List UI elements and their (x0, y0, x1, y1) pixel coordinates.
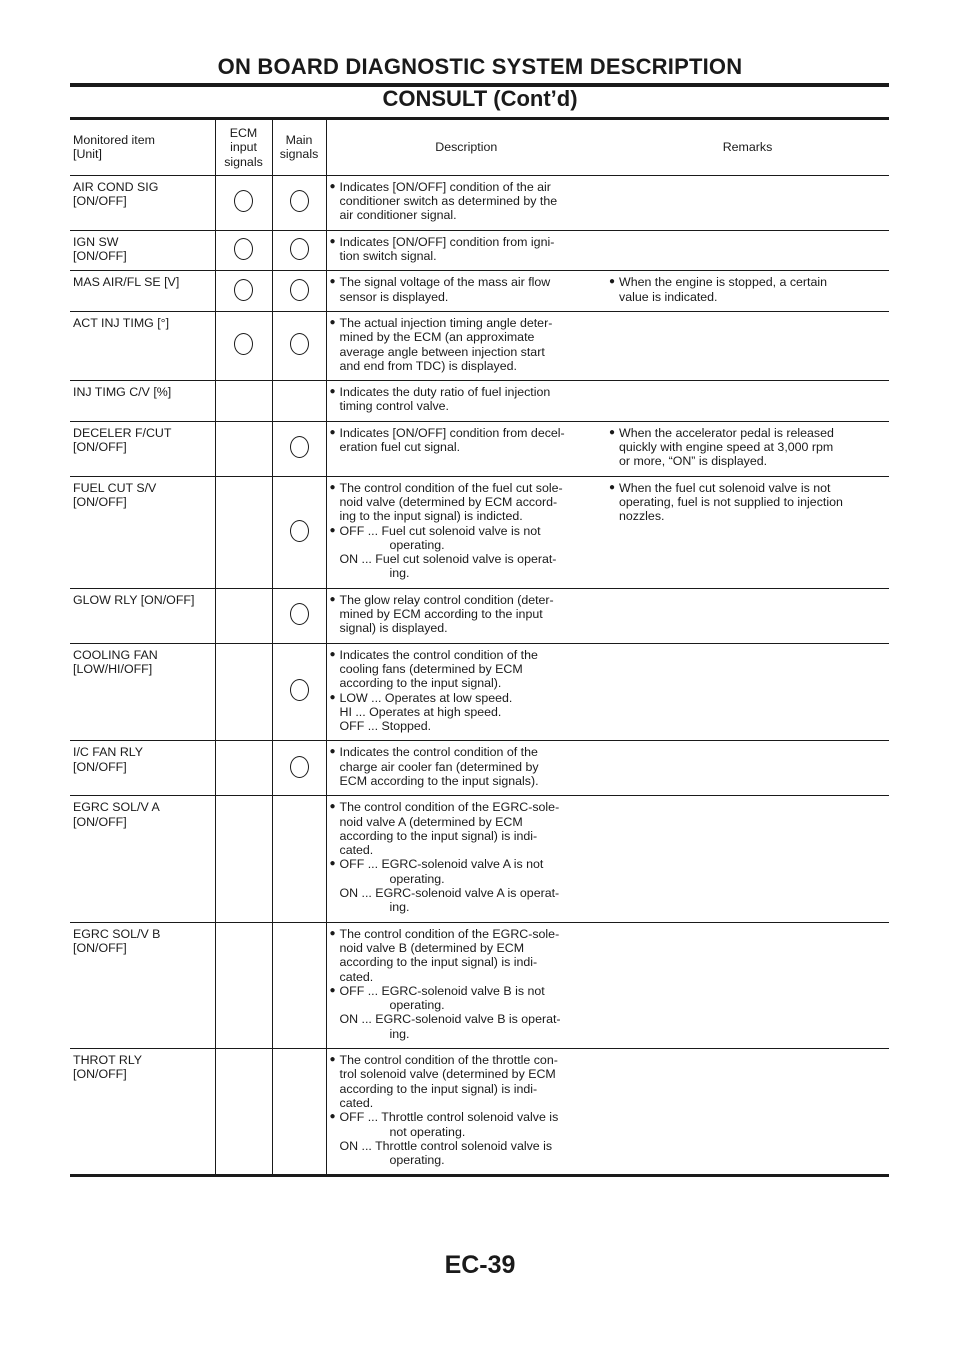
text-line: OFF ... Fuel cut solenoid valve is not (339, 523, 541, 538)
text-line: or more, “ON” is displayed. (619, 454, 768, 469)
text-line: When the fuel cut solenoid valve is not (619, 480, 831, 495)
bullet-item (330, 984, 604, 1013)
cell-main-signal (272, 311, 326, 380)
bullet-mark: ● (329, 235, 336, 247)
sub-entry (330, 1139, 604, 1168)
table-row (70, 643, 889, 741)
text-line: average angle between injection start (339, 344, 545, 359)
bullet-item (609, 481, 886, 524)
text-line: cated. (339, 843, 374, 858)
header-remarks: Remarks (722, 140, 773, 155)
bullet-item (330, 385, 604, 414)
text-line: Indicates [ON/OFF] condition from decel- (339, 425, 565, 440)
cell-main-signal (272, 476, 326, 588)
bullet-mark: ● (329, 481, 336, 493)
text-line: GLOW RLY [ON/OFF] (73, 592, 195, 607)
text-line: cated. (339, 969, 374, 984)
text-line: [ON/OFF] (73, 1067, 127, 1082)
page-number: EC-39 (444, 1251, 516, 1279)
cell-ecm-input-signal (215, 796, 272, 922)
sub-entry (330, 886, 604, 915)
text-line: ON ... Fuel cut solenoid valve is operat- (339, 552, 557, 567)
cell-monitored-item (70, 381, 215, 422)
bullet-mark: ● (329, 180, 336, 192)
cell-main-signal (272, 741, 326, 796)
bullet-mark: ● (329, 746, 336, 758)
text-line: ing. (389, 1026, 410, 1041)
bullet-mark: ● (329, 927, 336, 939)
text-line: according to the input signal) is indi- (339, 955, 538, 970)
text-line: quickly with engine speed at 3,000 rpm (619, 440, 834, 455)
cell-main-signal (272, 588, 326, 643)
table-row (70, 741, 889, 796)
bullet-item (330, 691, 604, 705)
cell-ecm-input-signal (215, 271, 272, 312)
bullet-text (340, 426, 565, 455)
text-line: signal) is displayed. (339, 621, 448, 636)
text-line: The control condition of the fuel cut sole- (339, 480, 563, 495)
cell-remarks (606, 421, 889, 476)
bullet-text (340, 1053, 558, 1110)
text-line: OFF ... Stopped. (339, 719, 432, 734)
cell-ecm-input-signal (215, 588, 272, 643)
bullet-text (340, 648, 538, 691)
cell-monitored-item (70, 1049, 215, 1176)
cell-description (326, 1049, 606, 1176)
bullet-mark: ● (329, 524, 336, 536)
text-line: ON ... EGRC-solenoid valve B is operat- (339, 1012, 561, 1027)
cell-monitored-item (70, 311, 215, 380)
bullet-text (340, 481, 563, 524)
cell-ecm-input-signal (215, 476, 272, 588)
cell-main-signal (272, 175, 326, 230)
bullet-mark: ● (329, 386, 336, 398)
text-line: ing. (389, 900, 410, 915)
cell-description (326, 230, 606, 271)
text-line: The control condition of the EGRC-sole- (339, 926, 560, 941)
bullet-mark: ● (609, 276, 616, 288)
bullet-mark: ● (329, 316, 336, 328)
bullet-item (330, 524, 604, 553)
text-line: When the engine is stopped, a certain (619, 275, 828, 290)
table-row (70, 230, 889, 271)
text-line: The actual injection timing angle deter- (339, 315, 553, 330)
cell-monitored-item (70, 476, 215, 588)
cell-main-signal (272, 421, 326, 476)
text-line: HI ... Operates at high speed. (339, 704, 502, 719)
bullet-mark: ● (329, 801, 336, 813)
cell-main-signal (272, 643, 326, 741)
cell-ecm-input-signal (215, 175, 272, 230)
table-row (70, 476, 889, 588)
text-line: cooling fans (determined by ECM (339, 661, 523, 676)
check-circle-icon (290, 679, 309, 701)
cell-remarks (606, 230, 889, 271)
text-line: and end from TDC) is displayed. (339, 358, 517, 373)
text-line: air conditioner signal. (339, 208, 457, 223)
text-line: EGRC SOL/V B (73, 926, 161, 941)
text-line: COOLING FAN (73, 647, 158, 662)
cell-description (326, 381, 606, 422)
text-line: ing to the input signal) is indicted. (339, 509, 523, 524)
bullet-mark: ● (329, 648, 336, 660)
bullet-item (330, 1053, 604, 1110)
table-row (70, 796, 889, 922)
text-line: operating, fuel is not supplied to injection (619, 494, 843, 509)
text-line: operating. (389, 537, 445, 552)
bullet-mark: ● (329, 276, 336, 288)
cell-ecm-input-signal (215, 741, 272, 796)
cell-ecm-input-signal (215, 922, 272, 1048)
check-circle-icon (290, 756, 309, 778)
cell-monitored-item (70, 421, 215, 476)
cell-description (326, 922, 606, 1048)
bullet-text (340, 1110, 559, 1139)
text-line: nozzles. (619, 509, 665, 524)
check-circle-icon (290, 436, 309, 458)
text-line: operating. (389, 871, 445, 886)
bullet-mark: ● (329, 593, 336, 605)
bullet-text (340, 800, 560, 857)
cell-monitored-item (70, 175, 215, 230)
text-line: THROT RLY (73, 1053, 143, 1068)
text-line: not operating. (389, 1124, 466, 1139)
text-line: AIR COND SIG (73, 179, 159, 194)
bullet-item (330, 857, 604, 886)
table-row (70, 1049, 889, 1176)
cell-monitored-item (70, 796, 215, 922)
cell-monitored-item (70, 230, 215, 271)
cell-description (326, 643, 606, 741)
check-circle-icon (290, 279, 309, 301)
text-line: eration fuel cut signal. (339, 440, 461, 455)
bullet-item (330, 648, 604, 691)
bullet-item (330, 593, 604, 636)
cell-main-signal (272, 922, 326, 1048)
text-line: ing. (389, 566, 410, 581)
cell-ecm-input-signal (215, 381, 272, 422)
text-line: ECM according to the input signals). (339, 773, 539, 788)
bullet-item (330, 180, 604, 223)
bullet-text (340, 180, 558, 223)
table-row (70, 588, 889, 643)
cell-remarks (606, 796, 889, 922)
text-line: Indicates [ON/OFF] condition of the air (339, 179, 551, 194)
cell-ecm-input-signal (215, 311, 272, 380)
bullet-item (330, 481, 604, 524)
bullet-item (330, 927, 604, 984)
bullet-item (609, 275, 886, 304)
text-line: [ON/OFF] (73, 249, 127, 264)
section-subtitle: CONSULT (Cont’d) (382, 86, 578, 111)
text-line: The control condition of the EGRC-sole- (339, 800, 560, 815)
bullet-mark: ● (329, 858, 336, 870)
text-line: timing control valve. (339, 399, 449, 414)
text-line: ON ... Throttle control solenoid valve is (339, 1138, 553, 1153)
text-line: DECELER F/CUT (73, 425, 172, 440)
cell-description (326, 311, 606, 380)
text-line: [ON/OFF] (73, 814, 127, 829)
cell-main-signal (272, 230, 326, 271)
bullet-text (340, 984, 545, 1013)
bullet-text (619, 426, 834, 469)
text-line: according to the input signal) is indi- (339, 1081, 538, 1096)
header-description: Description (326, 119, 606, 176)
cell-description (326, 796, 606, 922)
text-line: mined by ECM according to the input (339, 607, 543, 622)
cell-monitored-item (70, 588, 215, 643)
bullet-text (340, 593, 554, 636)
bullet-text (340, 857, 544, 886)
text-line: conditioner switch as determined by the (339, 194, 558, 209)
bullet-mark: ● (329, 1111, 336, 1123)
text-line: OFF ... EGRC-solenoid valve B is not (339, 983, 545, 998)
bullet-mark: ● (329, 984, 336, 996)
text-line: tion switch signal. (339, 249, 437, 264)
text-line: [ON/OFF] (73, 759, 127, 774)
text-line: operating. (389, 1153, 445, 1168)
text-line: noid valve (determined by ECM accord- (339, 494, 558, 509)
table-row (70, 381, 889, 422)
text-line: noid valve A (determined by ECM (339, 814, 523, 829)
bullet-item (330, 275, 604, 304)
check-circle-icon (234, 279, 253, 301)
check-circle-icon (290, 238, 309, 260)
check-circle-icon (290, 520, 309, 542)
text-line: Indicates the control condition of the (339, 745, 538, 760)
table-header-row (70, 119, 889, 176)
text-line: IGN SW (73, 234, 119, 249)
bullet-item (330, 800, 604, 857)
bullet-item (330, 235, 604, 264)
section-title: ON BOARD DIAGNOSTIC SYSTEM DESCRIPTION (217, 54, 743, 79)
table-row (70, 311, 889, 380)
cell-monitored-item (70, 271, 215, 312)
bullet-text (340, 927, 560, 984)
cell-remarks (606, 1049, 889, 1176)
check-circle-icon (290, 190, 309, 212)
text-line: operating. (389, 998, 445, 1013)
bullet-text (340, 235, 555, 264)
check-circle-icon (234, 238, 253, 260)
cell-remarks (606, 381, 889, 422)
cell-remarks (606, 741, 889, 796)
cell-remarks (606, 271, 889, 312)
cell-description (326, 175, 606, 230)
text-line: LOW ... Operates at low speed. (339, 690, 513, 705)
header-ecm-input-signals: ECM input signals (215, 119, 272, 176)
table-row (70, 175, 889, 230)
bullet-mark: ● (329, 691, 336, 703)
monitored-items-table (70, 117, 889, 1177)
bullet-text (340, 316, 553, 373)
text-line: OFF ... EGRC-solenoid valve A is not (339, 857, 544, 872)
cell-description (326, 476, 606, 588)
table-row (70, 922, 889, 1048)
bullet-text (340, 745, 539, 788)
cell-remarks (606, 175, 889, 230)
text-line: according to the input signal) is indi- (339, 828, 538, 843)
text-line: mined by the ECM (an approximate (339, 330, 535, 345)
text-line: charge air cooler fan (determined by (339, 759, 539, 774)
text-line: When the accelerator pedal is released (619, 425, 834, 440)
cell-main-signal (272, 381, 326, 422)
cell-remarks (606, 643, 889, 741)
text-line: FUEL CUT S/V (73, 480, 157, 495)
bullet-text (340, 524, 541, 553)
text-line: I/C FAN RLY (73, 745, 143, 760)
text-line: The glow relay control condition (deter- (339, 592, 554, 607)
bullet-item (609, 426, 886, 469)
bullet-text (340, 275, 551, 304)
text-line: [ON/OFF] (73, 194, 127, 209)
text-line: Indicates [ON/OFF] condition from igni- (339, 234, 555, 249)
check-circle-icon (290, 603, 309, 625)
bullet-text (340, 691, 513, 705)
bullet-mark: ● (329, 426, 336, 438)
cell-ecm-input-signal (215, 643, 272, 741)
text-line: [ON/OFF] (73, 440, 127, 455)
check-circle-icon (234, 333, 253, 355)
cell-monitored-item (70, 741, 215, 796)
cell-description (326, 271, 606, 312)
cell-monitored-item (70, 643, 215, 741)
cell-remarks (606, 476, 889, 588)
cell-remarks (606, 922, 889, 1048)
cell-description (326, 421, 606, 476)
text-line: OFF ... Throttle control solenoid valve is (339, 1110, 559, 1125)
text-line: value is indicated. (619, 289, 718, 304)
text-line: MAS AIR/FL SE [V] (73, 275, 180, 290)
text-line: EGRC SOL/V A (73, 800, 160, 815)
cell-main-signal (272, 271, 326, 312)
sub-entry (330, 552, 604, 581)
text-line: noid valve B (determined by ECM (339, 940, 525, 955)
text-line: The control condition of the throttle con- (339, 1053, 558, 1068)
text-line: cated. (339, 1095, 374, 1110)
check-circle-icon (234, 190, 253, 212)
sub-entry (330, 705, 604, 734)
cell-remarks (606, 588, 889, 643)
bullet-item (330, 1110, 604, 1139)
cell-description (326, 588, 606, 643)
text-line: [ON/OFF] (73, 494, 127, 509)
text-line: ACT INJ TIMG [°] (73, 315, 170, 330)
text-line: trol solenoid valve (determined by ECM (339, 1067, 556, 1082)
header-main-signals: Main signals (272, 119, 326, 176)
check-circle-icon (290, 333, 309, 355)
text-line: [LOW/HI/OFF] (73, 661, 153, 676)
cell-main-signal (272, 796, 326, 922)
table-row (70, 271, 889, 312)
text-line: ON ... EGRC-solenoid valve A is operat- (339, 886, 560, 901)
cell-main-signal (272, 1049, 326, 1176)
cell-remarks (606, 311, 889, 380)
table-row (70, 421, 889, 476)
text-line: INJ TIMG C/V [%] (73, 385, 172, 400)
bullet-mark: ● (329, 1054, 336, 1066)
cell-monitored-item (70, 922, 215, 1048)
text-line: sensor is displayed. (339, 289, 449, 304)
cell-ecm-input-signal (215, 421, 272, 476)
cell-description (326, 741, 606, 796)
text-line: according to the input signal). (339, 676, 502, 691)
bullet-item (330, 426, 604, 455)
text-line: [ON/OFF] (73, 940, 127, 955)
cell-ecm-input-signal (215, 230, 272, 271)
sub-entry (330, 1012, 604, 1041)
text-line: Indicates the duty ratio of fuel injection (339, 385, 551, 400)
cell-ecm-input-signal (215, 1049, 272, 1176)
bullet-mark: ● (609, 426, 616, 438)
bullet-item (330, 316, 604, 373)
header-monitored-item: Monitored item [Unit] (73, 133, 155, 162)
text-line: The signal voltage of the mass air flow (339, 275, 551, 290)
bullet-text (619, 275, 827, 304)
bullet-mark: ● (609, 481, 616, 493)
text-line: Indicates the control condition of the (339, 647, 538, 662)
bullet-item (330, 745, 604, 788)
bullet-text (619, 481, 843, 524)
bullet-text (340, 385, 551, 414)
